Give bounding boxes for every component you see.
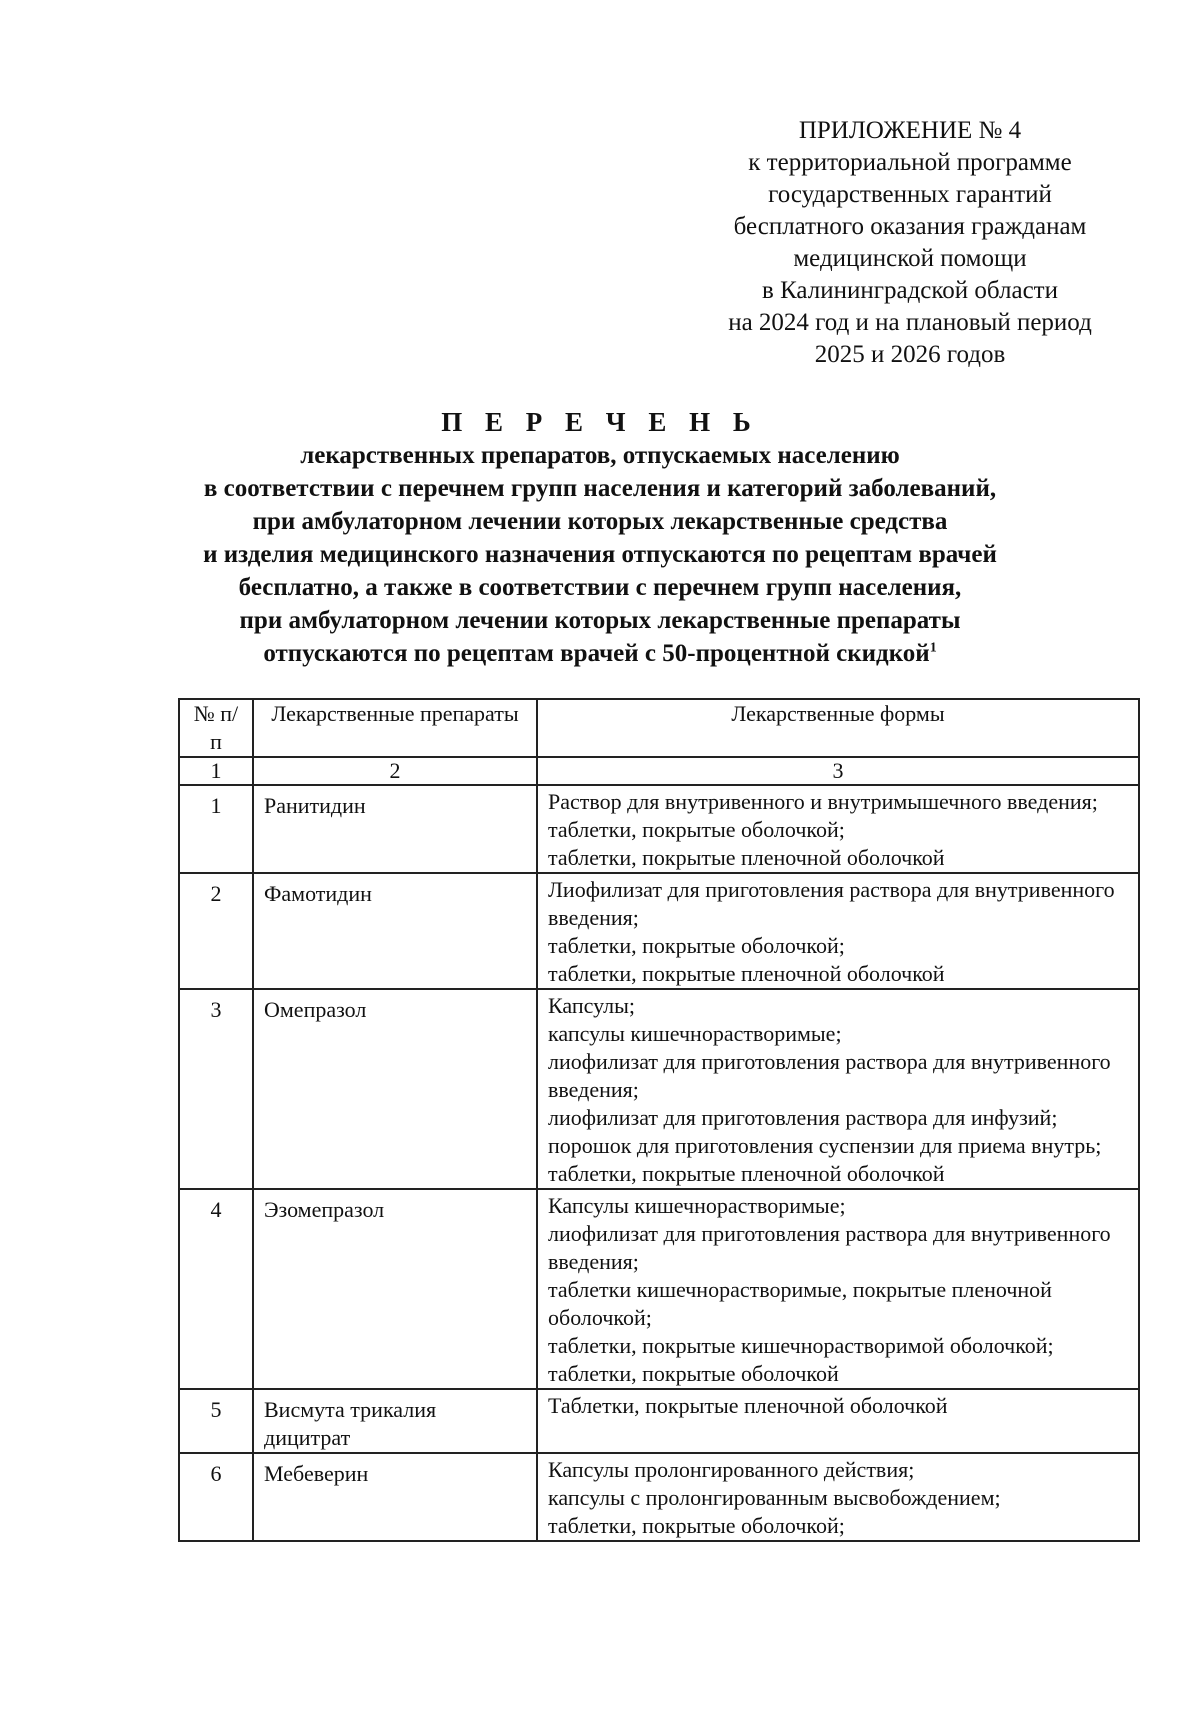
appendix-line: бесплатного оказания гражданам — [733, 213, 1087, 240]
form-item: таблетки, покрытые оболочкой; — [548, 1513, 845, 1538]
drug-forms — [537, 1453, 1139, 1541]
form-item: таблетки, покрытые пленочной оболочкой — [548, 1161, 945, 1186]
appendix-line: медицинской помощи — [793, 245, 1027, 272]
form-item: таблетки, покрытые пленочной оболочкой — [548, 845, 945, 870]
index-cell: 3 — [537, 757, 1139, 785]
table-row — [179, 873, 1139, 989]
title-line: и изделия медицинского назначения отпускаются по рецептам врачей — [203, 541, 997, 568]
title-line: бесплатно, а также в соответствии с перечнем групп населения, — [238, 574, 962, 601]
form-item: лиофилизат для приготовления раствора для внутривенного введения; — [548, 1049, 1111, 1102]
form-item: капсулы кишечнорастворимые; — [548, 1021, 842, 1046]
index-cell: 1 — [179, 757, 253, 785]
drug-forms — [537, 1189, 1139, 1389]
footnote-mark: 1 — [929, 640, 937, 656]
row-number: 6 — [179, 1453, 253, 1541]
form-item: Раствор для внутривенного и внутримышечного введения; — [548, 789, 1098, 814]
form-item: таблетки, покрытые оболочкой; — [548, 817, 845, 842]
table-row — [179, 989, 1139, 1189]
form-item: Капсулы пролонгированного действия; — [548, 1457, 915, 1482]
index-cell: 2 — [253, 757, 537, 785]
title-word: П Е Р Е Ч Е Н Ь — [441, 407, 759, 437]
table-index-row — [179, 757, 1139, 785]
form-item: порошок для приготовления суспензии для приема внутрь; — [548, 1133, 1102, 1158]
title-line: при амбулаторном лечении которых лекарственные средства — [252, 508, 948, 535]
header-number: № п/п — [179, 699, 253, 757]
drug-name: Фамотидин — [253, 873, 537, 989]
form-item: Капсулы кишечнорастворимые; — [548, 1193, 846, 1218]
appendix-line: 2025 и 2026 годов — [814, 341, 1006, 368]
row-number: 1 — [179, 785, 253, 873]
form-item: Капсулы; — [548, 993, 636, 1018]
row-number: 5 — [179, 1389, 253, 1453]
drug-name: Ранитидин — [253, 785, 537, 873]
title-line: в соответствии с перечнем групп населения и категорий заболеваний, — [203, 475, 997, 502]
row-number: 2 — [179, 873, 253, 989]
title-line: при амбулаторном лечении которых лекарственные препараты — [239, 607, 961, 634]
row-number: 3 — [179, 989, 253, 1189]
form-item: Таблетки, покрытые пленочной оболочкой — [548, 1393, 948, 1418]
drug-name: Висмута трикалия дицитрат — [253, 1389, 537, 1453]
table-row — [179, 1389, 1139, 1453]
form-item: капсулы с пролонгированным высвобождением; — [548, 1485, 1001, 1510]
header-drugs: Лекарственные препараты — [253, 699, 537, 757]
row-number: 4 — [179, 1189, 253, 1389]
appendix-line: в Калининградской области — [762, 277, 1058, 304]
drug-forms — [537, 873, 1139, 989]
table-row — [179, 785, 1139, 873]
form-item: таблетки, покрытые оболочкой — [548, 1361, 839, 1386]
appendix-header — [680, 115, 1140, 371]
document-title — [100, 405, 1100, 670]
drug-name: Мебеверин — [253, 1453, 537, 1541]
appendix-line: к территориальной программе — [748, 149, 1072, 176]
drug-forms — [537, 989, 1139, 1189]
form-item: таблетки, покрытые кишечнорастворимой оболочкой; — [548, 1333, 1054, 1358]
form-item: лиофилизат для приготовления раствора для инфузий; — [548, 1105, 1058, 1130]
table-header-row — [179, 699, 1139, 757]
drug-forms — [537, 1389, 1139, 1453]
drug-forms — [537, 785, 1139, 873]
table-row — [179, 1189, 1139, 1389]
header-forms: Лекарственные формы — [537, 699, 1139, 757]
appendix-line: на 2024 год и на плановый период — [728, 309, 1092, 336]
table-row — [179, 1453, 1139, 1541]
form-item: таблетки, покрытые пленочной оболочкой — [548, 961, 945, 986]
form-item: лиофилизат для приготовления раствора для внутривенного введения; — [548, 1221, 1111, 1274]
appendix-line: ПРИЛОЖЕНИЕ № 4 — [798, 117, 1022, 144]
form-item: таблетки кишечнорастворимые, покрытые пленочной оболочкой; — [548, 1277, 1052, 1330]
medications-table — [178, 698, 1140, 1542]
title-line: лекарственных препаратов, отпускаемых населению — [300, 442, 900, 469]
form-item: таблетки, покрытые оболочкой; — [548, 933, 845, 958]
title-line-last — [100, 637, 1100, 670]
appendix-line: государственных гарантий — [768, 181, 1052, 208]
drug-name: Омепразол — [253, 989, 537, 1189]
form-item: Лиофилизат для приготовления раствора для внутривенного введения; — [548, 877, 1115, 930]
drug-name: Эзомепразол — [253, 1189, 537, 1389]
title-line-text: отпускаются по рецептам врачей с 50-процентной скидкой — [263, 640, 930, 667]
